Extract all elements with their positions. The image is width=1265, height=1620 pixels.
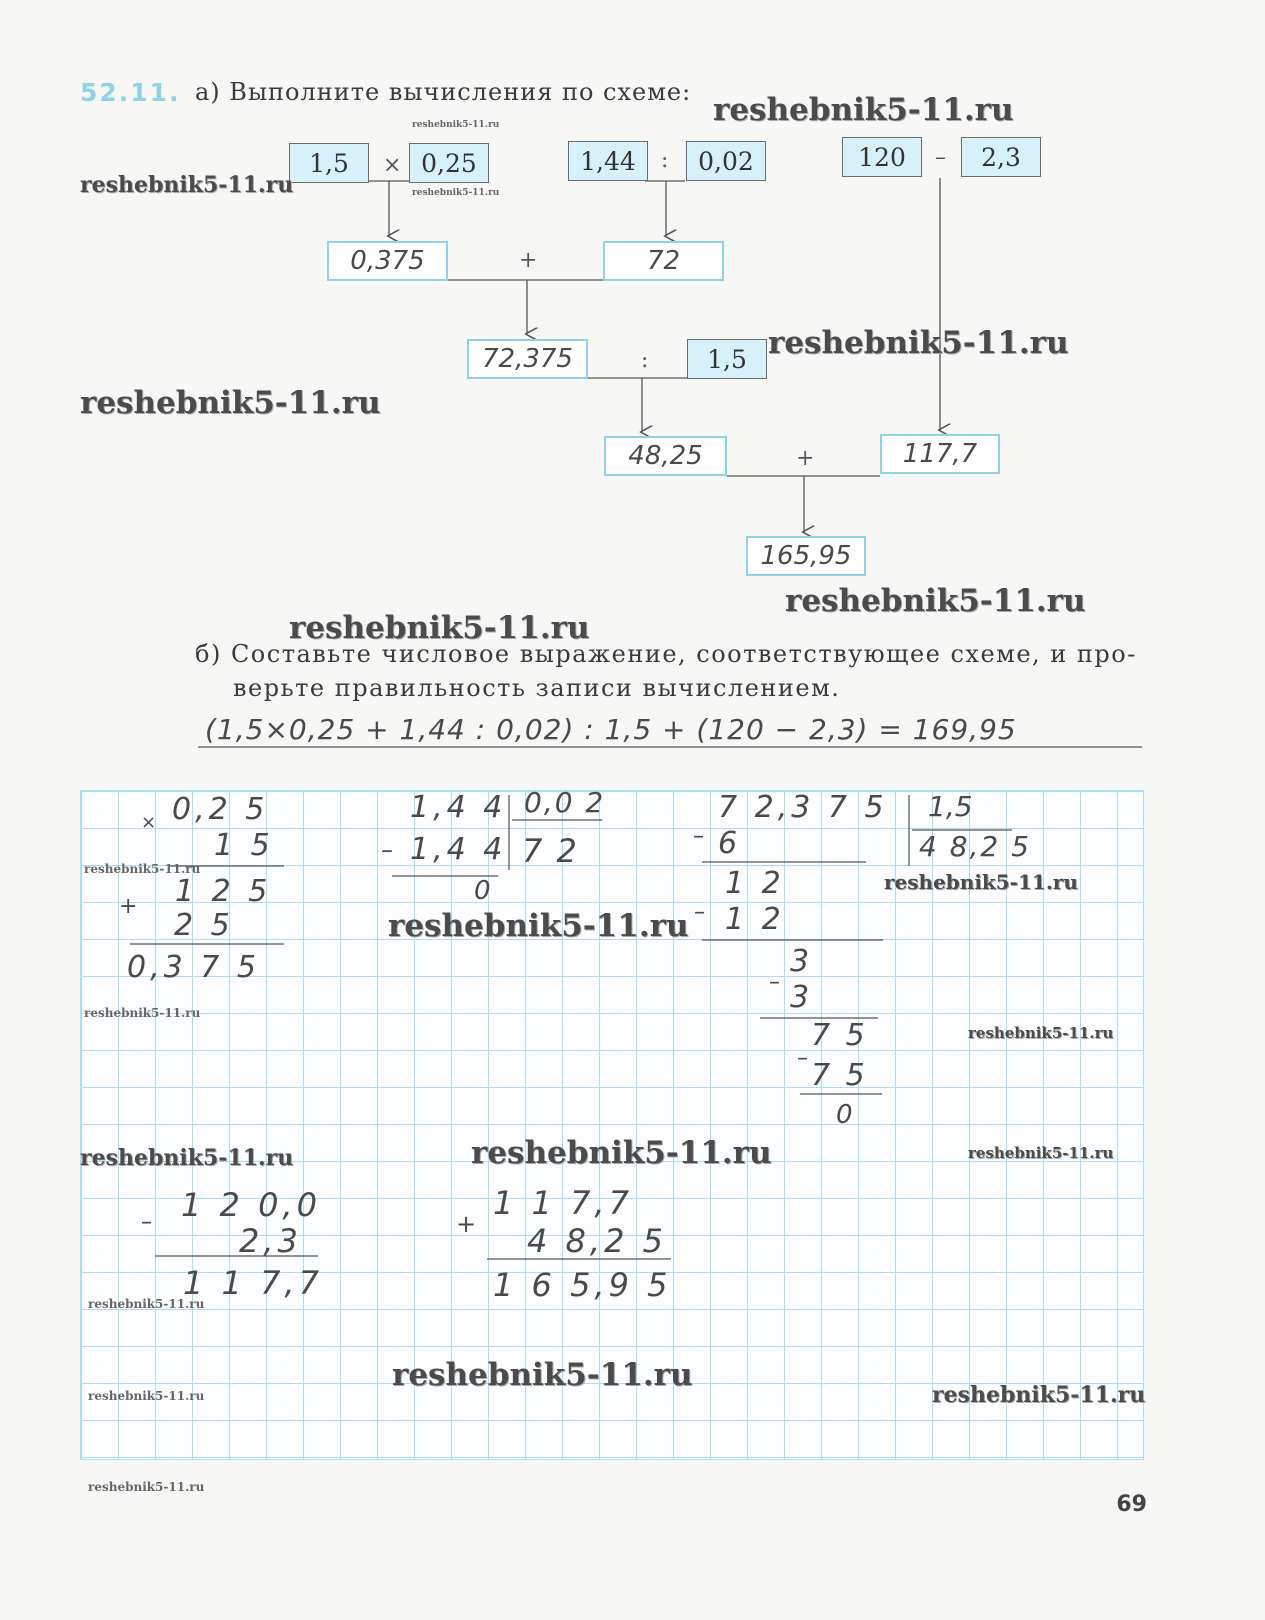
div1-quotient: 7 2 (522, 832, 579, 870)
add-result: 1 6 5,9 5 (493, 1266, 672, 1304)
given-0-25: 0,25 (409, 143, 489, 183)
div1-subtrahend: 1,4 4 (410, 832, 507, 867)
div1-remainder: 0 (474, 876, 491, 906)
watermark: reshebnik5-11.ru (968, 1024, 1114, 1042)
task-part-b-line1: б) Составьте числовое выражение, соответствующее схеме, и про- (195, 640, 1137, 668)
div2-minus-1: – (693, 824, 704, 849)
watermark: reshebnik5-11.ru (785, 583, 1086, 619)
div2-quotient: 4 8,2 5 (919, 830, 1031, 863)
div2-dividend: 7 2,3 7 5 (718, 790, 888, 825)
given-120: 120 (842, 137, 922, 177)
result-117-7-text: 117,7 (902, 439, 978, 469)
div1-minus: – (381, 836, 393, 864)
watermark: reshebnik5-11.ru (713, 92, 1014, 128)
watermark: reshebnik5-11.ru (80, 385, 381, 421)
watermark: reshebnik5-11.ru (289, 610, 590, 646)
result-48-25-text: 48,25 (628, 441, 703, 471)
watermark: reshebnik5-11.ru (88, 1480, 205, 1494)
sub-line-1: 1 2 0,0 (181, 1186, 321, 1224)
result-72-375-text: 72,375 (482, 344, 573, 374)
watermark: reshebnik5-11.ru (392, 1357, 693, 1393)
sub-line-2: 2,3 (239, 1222, 302, 1260)
div2-step-4: 3 (790, 944, 810, 979)
sub-result: 1 1 7,7 (183, 1264, 323, 1302)
div2-minus-4: – (797, 1046, 808, 1071)
watermark: reshebnik5-11.ru (80, 172, 294, 198)
mul-line-4: 2 5 (174, 908, 234, 943)
watermark: reshebnik5-11.ru (84, 862, 201, 876)
mul-result: 0,3 7 5 (127, 950, 260, 985)
task-part-b-line2: верьте правильность записи вычислением. (233, 674, 841, 702)
mul-line-2: 1 5 (214, 828, 274, 863)
given-1-44: 1,44 (568, 141, 648, 181)
div2-step-3: 1 2 (725, 902, 785, 937)
result-165-95-text: 165,95 (760, 541, 852, 571)
div1-divisor: 0,0 2 (524, 786, 606, 819)
plus-sign-2: + (796, 446, 815, 471)
mul-line-1: 0,2 5 (172, 792, 269, 827)
task-part-a: а) Выполните вычисления по схеме: (195, 78, 692, 106)
result-72-text: 72 (646, 246, 681, 276)
plus-sign-1: + (519, 248, 538, 273)
watermark: reshebnik5-11.ru (88, 1389, 205, 1403)
add-line-2: 4 8,2 5 (527, 1222, 667, 1260)
add-line-1: 1 1 7,7 (493, 1184, 633, 1222)
given-1-5: 1,5 (289, 143, 369, 183)
watermark: reshebnik5-11.ru (412, 120, 500, 130)
numeric-expression: (1,5×0,25 + 1,44 : 0,02) : 1,5 + (120 − 2,3) = 169,95 (205, 713, 1017, 746)
mul-line-3: 1 2 5 (175, 874, 272, 909)
multiply-sign: × (383, 153, 402, 178)
div2-step-6: 7 5 (811, 1018, 868, 1053)
task-number: 52.11. (80, 78, 181, 107)
div2-step-1: 6 (718, 826, 738, 861)
minus-sign: – (935, 145, 946, 170)
watermark: reshebnik5-11.ru (412, 188, 500, 198)
div2-divisor: 1,5 (928, 790, 973, 823)
div2-remainder: 0 (836, 1100, 853, 1130)
div2-minus-3: – (769, 970, 780, 995)
watermark: reshebnik5-11.ru (80, 1145, 294, 1171)
divide-sign: : (661, 148, 669, 173)
add-sign: + (456, 1210, 477, 1238)
watermark: reshebnik5-11.ru (388, 908, 689, 944)
page-number: 69 (1116, 1492, 1147, 1517)
mul-sign: × (141, 812, 157, 833)
watermark: reshebnik5-11.ru (932, 1382, 1146, 1408)
watermark: reshebnik5-11.ru (471, 1135, 772, 1171)
div2-minus-2: – (694, 900, 705, 925)
watermark: reshebnik5-11.ru (968, 1144, 1114, 1162)
div1-dividend: 1,4 4 (410, 790, 507, 825)
watermark: reshebnik5-11.ru (768, 325, 1069, 361)
given-0-02: 0,02 (686, 141, 766, 181)
div2-step-2: 1 2 (725, 866, 785, 901)
given-1-5-divisor: 1,5 (687, 339, 767, 379)
watermark: reshebnik5-11.ru (84, 1006, 201, 1020)
sub-minus: – (141, 1210, 152, 1235)
result-0-375-text: 0,375 (350, 246, 425, 276)
mul-plus: + (119, 894, 138, 919)
divide-sign-2: : (641, 348, 649, 373)
watermark: reshebnik5-11.ru (884, 870, 1078, 894)
watermark: reshebnik5-11.ru (88, 1297, 205, 1311)
given-2-3: 2,3 (961, 137, 1041, 177)
div2-step-5: 3 (790, 980, 810, 1015)
div2-step-7: 7 5 (811, 1058, 868, 1093)
